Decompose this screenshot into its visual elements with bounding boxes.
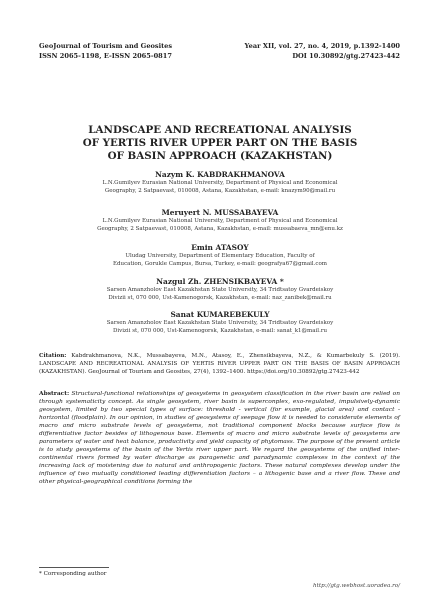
footnote: * Corresponding author [39, 571, 107, 577]
title-line-3: OF BASIN APPROACH (KAZAKHSTAN) [107, 150, 333, 162]
paper-title [40, 124, 400, 163]
author-affiliation: Divizii st, 070 000, Ust-Kamenogorsk, Kazakhstan, e-mail: naz_zanibek@mail.ru [108, 294, 332, 301]
author-block [40, 310, 400, 335]
volume-info: Year XII, vol. 27, no. 4, 2019, p.1392-1400 [244, 42, 400, 50]
author-affiliation: Divizii st, 070 000, Ust-Kamenogorsk, Kazakhstan, e-mail: sanat_k1@mail.ru [113, 327, 327, 334]
author-block [40, 170, 400, 195]
author-affiliation: L.N.Gumilyev Eurasian National University, Department of Physical and Economical [102, 180, 338, 186]
title-line-1: LANDSCAPE AND RECREATIONAL ANALYSIS [88, 124, 352, 136]
journal-header-right [245, 42, 400, 61]
author-block [40, 277, 400, 302]
citation-text: Kabdrakhmanova, N.K., Mussabayeva, M.N., Atasoy, E., Zhensikbayeva, N.Z., & Kumarbekuly S. (2019). LANDSCAPE AND RECREATIONAL ANALYSIS OF YERTIS RIVER UPPER PART ON THE BASIS OF BASIN APPROACH (KAZAKHSTAN). GeoJournal of Tourism and Geosites, 27(4), 1392–1400. https://doi.org/10.30892/gtg.27423-442 [39, 353, 400, 375]
author-affiliation: Education, Gorukle Campus, Bursa, Turkey, e-mail: geografya67@gmail.com [113, 260, 327, 267]
author-affiliation: L.N.Gumilyev Eurasian National University, Department of Physical and Economical [102, 218, 338, 224]
footnote-divider [39, 567, 109, 568]
abstract-label: Abstract: [39, 390, 70, 397]
author-affiliation: Geography, 2 Satpaevast, 010008, Astana, Kazakhstan, e-mail: knazym90@mail.ru [104, 187, 336, 194]
author-affiliation: Sarsen Amanzholov East Kazakhstan State University, 34 Tridtsatoy Gvardeiskoy [106, 287, 334, 293]
author-name: Emin ATASOY [191, 243, 249, 252]
author-affiliation: Sarsen Amanzholov East Kazakhstan State University, 34 Tridtsatoy Gvardeiskoy [106, 320, 334, 326]
doi: DOI 10.30892/gtg.27423-442 [292, 51, 400, 60]
citation [39, 353, 400, 377]
author-affiliation: Uludag University, Department of Elementary Education, Faculty of [125, 253, 315, 259]
abstract-text: Structural-functional relationships of geosystems in geosystem classification in the river basin are relied on through systematicity concept. As single geosystem, river basin is superconplex, exo-regulated, impulsively-dynamic geosystem, limited by two special types of surface: threshold - vertical (for example, glacial area) and contact - horizontal (floodplain). In our opinion, in studies of geosystems of seepage flow it is needed to considerate elements of macro and micro substrate levels of geosystems, not traditional component blocks because surface flow is differentiative factor besides of lithogenous base. Elements of macro and micro substrate levels of geosystems are parameters of water and heat balance, productivity and yield capacity of phytomass. The purpose of the present article is to study geosystems of the basin of the Yertis river upper part. We regard the geosystems of the unified inter-continental rivers formed by water discharge as paragenetic and paradynamic complexes in the context of the increasing lack of moistening due to natural and anthropogenic factors. These natural complexes develop under the influence of two mutually conditioned leading differentiation factors – a lithogenic base and a river flow. These and other physical-geographical conditions forming the [39, 391, 400, 485]
citation-label: Citation: [39, 353, 67, 359]
author-block [40, 243, 400, 268]
author-name: Meruyert N. MUSSABAYEVA [161, 208, 279, 217]
author-name: Nazym K. KABDRAKHMANOVA [155, 170, 285, 179]
journal-url[interactable]: http://gtg.webhost.uoradea.ro/ [313, 583, 400, 589]
issn: ISSN 2065-1198, E-ISSN 2065-0817 [39, 51, 172, 60]
journal-header-left [39, 42, 172, 61]
author-affiliation: Geography, 2 Satpaevast, 010008, Astana, Kazakhstan, e-mail: mussabaeva_mn@enu.kz [97, 225, 343, 232]
author-block [40, 208, 400, 233]
abstract [39, 390, 400, 486]
author-name: Nazgul Zh. ZHENSIKBAYEVA * [156, 277, 284, 286]
journal-name: GeoJournal of Tourism and Geosites [39, 42, 173, 50]
author-name: Sanat KUMAREBEKULY [170, 310, 270, 319]
title-line-2: OF YERTIS RIVER UPPER PART ON THE BASIS [82, 137, 358, 149]
